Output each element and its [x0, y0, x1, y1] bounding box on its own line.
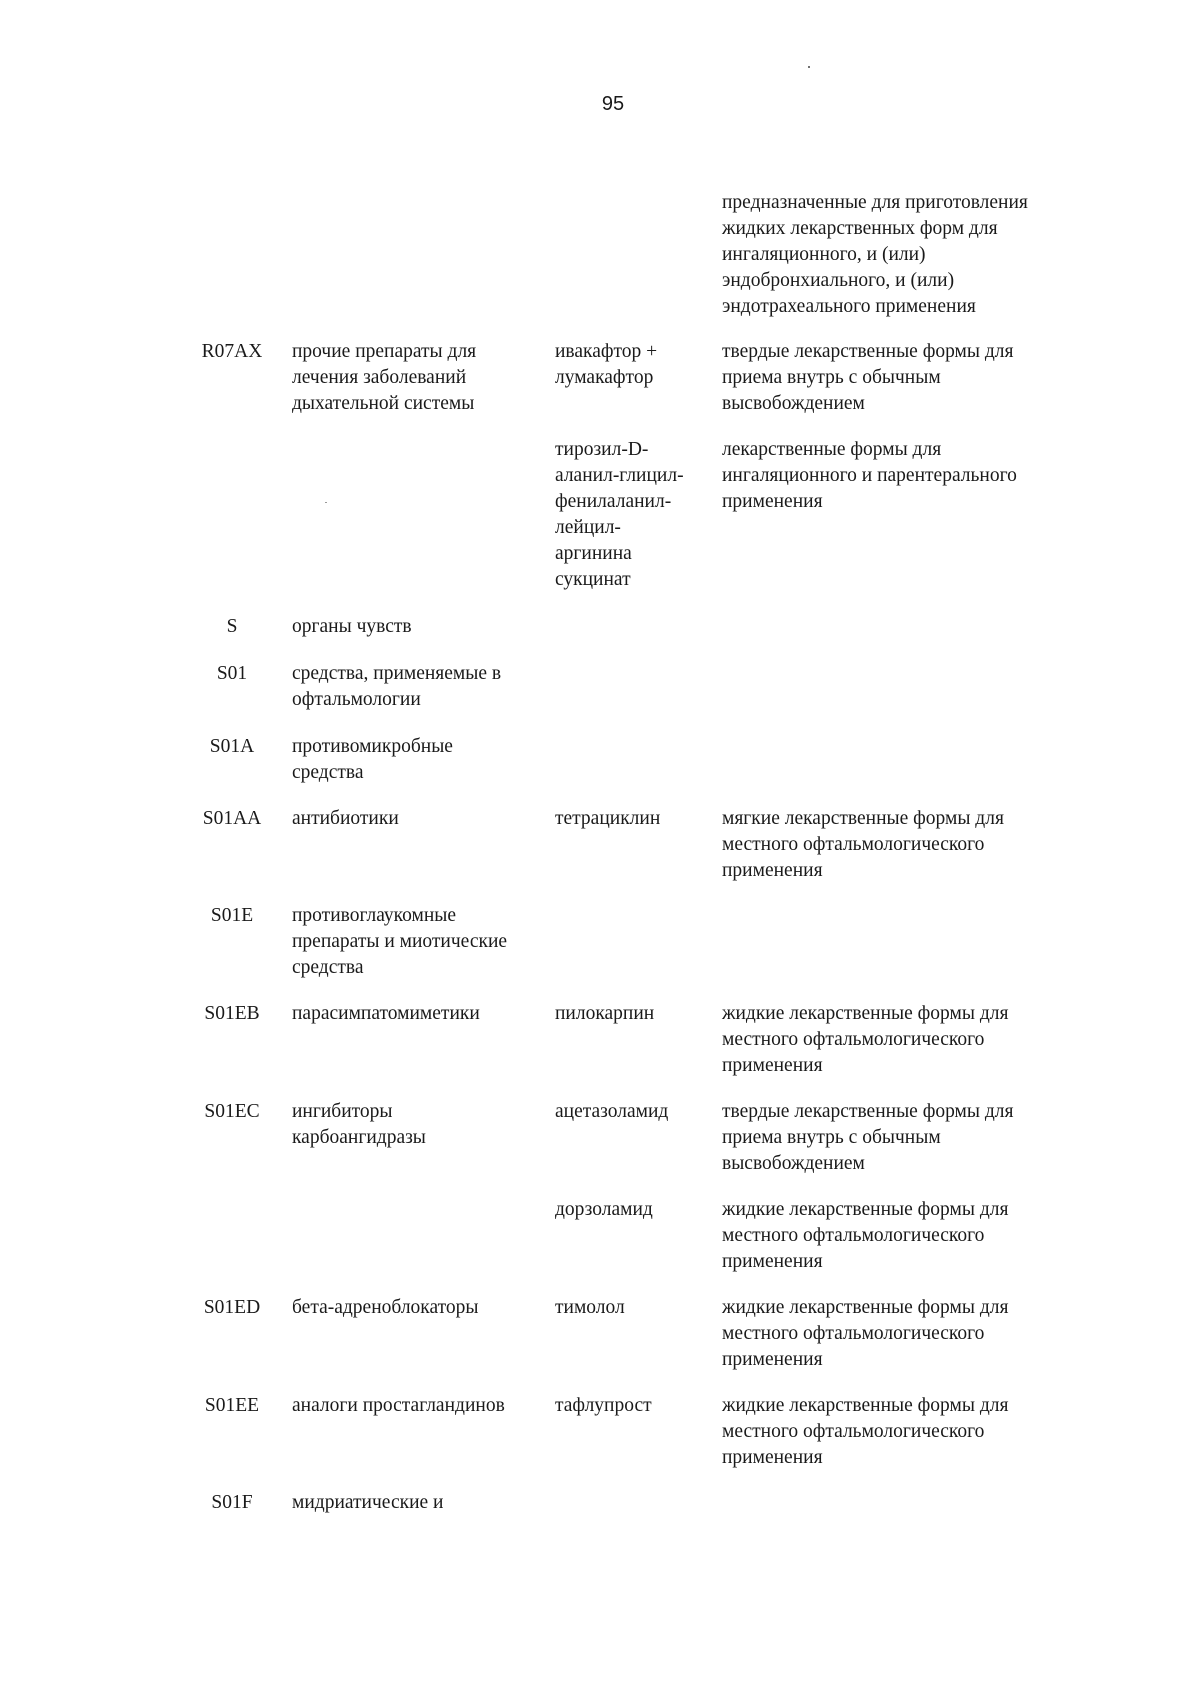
page-number: 95	[601, 93, 625, 115]
drug-name: тетрациклин	[555, 808, 661, 829]
drug-name: тафлупрост	[555, 1395, 652, 1416]
dosage-form: жидкие лекарственные формы для местного офтальмологического применения	[722, 1003, 1009, 1076]
atc-code: S01A	[209, 736, 255, 757]
dosage-form: мягкие лекарственные формы для местного офтальмологического применения	[722, 808, 1004, 881]
dosage-form: жидкие лекарственные формы для местного офтальмологического применения	[722, 1395, 1009, 1468]
pharmacological-group: противомикробные средства	[292, 736, 453, 783]
dosage-form: жидкие лекарственные формы для местного офтальмологического применения	[722, 1199, 1009, 1272]
drug-name: ивакафтор + лумакафтор	[555, 341, 658, 388]
dosage-form: твердые лекарственные формы для приема внутрь с обычным высвобождением	[722, 341, 1014, 414]
atc-code: S01ED	[203, 1297, 261, 1318]
dosage-form: лекарственные формы для ингаляционного и парентерального применения	[722, 439, 1017, 512]
dosage-form: предназначенные для приготовления жидких лекарственных форм для ингаляционного, и (или) эндобронхиального, и (или) эндотрахеального применения	[722, 192, 1028, 317]
atc-code: S01EC	[204, 1101, 260, 1122]
pharmacological-group: ингибиторы карбоангидразы	[292, 1101, 426, 1148]
atc-code: S01EB	[204, 1003, 260, 1024]
pharmacological-group: мидриатические и	[292, 1492, 444, 1513]
drug-name: тирозил-D- аланил-глицил- фенилаланил- лейцил- аргинина сукцинат	[555, 439, 684, 590]
dosage-form: жидкие лекарственные формы для местного офтальмологического применения	[722, 1297, 1009, 1370]
pharmacological-group: средства, применяемые в офтальмологии	[292, 663, 502, 710]
atc-code: S01F	[211, 1492, 253, 1513]
scan-mark	[325, 502, 327, 503]
pharmacological-group: органы чувств	[292, 616, 412, 637]
atc-code: S01	[216, 663, 248, 684]
drug-name: ацетазоламид	[555, 1101, 669, 1122]
atc-code: S01EE	[204, 1395, 260, 1416]
atc-code: S01AA	[202, 808, 262, 829]
pharmacological-group: парасимпатомиметики	[292, 1003, 480, 1024]
atc-code: S01E	[210, 905, 254, 926]
pharmacological-group: противоглаукомные препараты и миотические средства	[292, 905, 508, 978]
pharmacological-group: антибиотики	[292, 808, 399, 829]
pharmacological-group: бета-адреноблокаторы	[292, 1297, 479, 1318]
atc-code: R07AX	[201, 341, 263, 362]
drug-name: дорзоламид	[555, 1199, 653, 1220]
scan-speck	[808, 66, 810, 68]
pharmacological-group: аналоги простагландинов	[292, 1395, 505, 1416]
dosage-form: твердые лекарственные формы для приема внутрь с обычным высвобождением	[722, 1101, 1014, 1174]
drug-name: тимолол	[555, 1297, 625, 1318]
drug-name: пилокарпин	[555, 1003, 655, 1024]
atc-code: S	[226, 616, 238, 637]
pharmacological-group: прочие препараты для лечения заболеваний дыхательной системы	[292, 341, 477, 414]
